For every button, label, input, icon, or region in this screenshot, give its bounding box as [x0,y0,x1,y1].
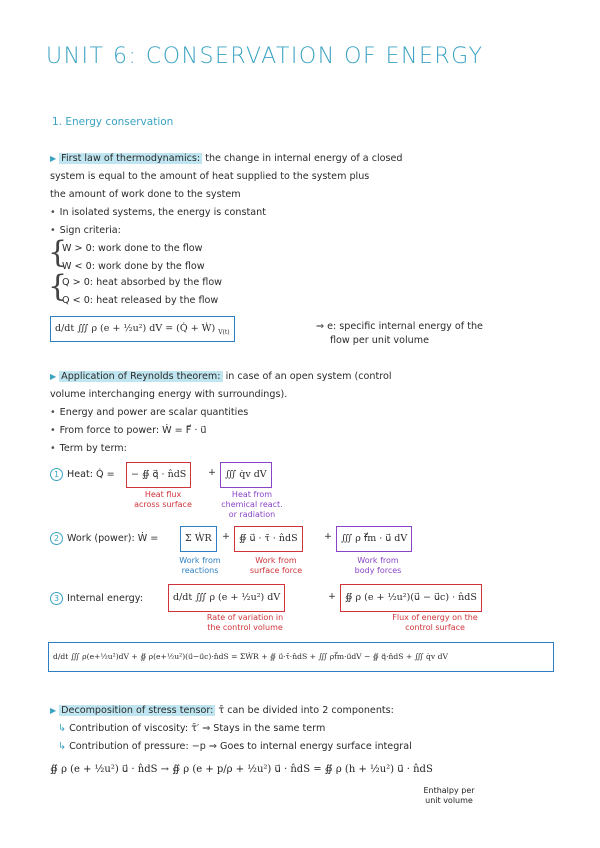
first-law-text-2: system is equal to the amount of heat supplied to the system plus [50,171,370,182]
stress-item-1 [58,720,325,738]
sign-item-4: Q < 0: heat released by the flow [62,295,219,306]
full-energy-equation-box: d/dt ∭ ρ(e+½u²)dV + ∯ ρ(e+½u²)(u⃗−u⃗c)·n̂dS = ΣẆR + ∯ u⃗·τ̄·n̂dS + ∭ ρf⃗m·u⃗dV − ∯ q⃗·n̂dS + ∭ q̇v dV [48,642,554,672]
triangle-bullet-icon: ▶ [50,372,57,381]
plus-sign: + [324,531,332,542]
work-body-note-2: body forces [354,566,402,575]
sign-item-3: Q > 0: heat absorbed by the flow [62,277,223,288]
work-reactions-note [170,556,230,576]
internal-flux-note-1: Flux of energy on the [392,613,478,622]
curved-arrow-icon: ↳ [58,741,67,752]
internal-label-row [50,590,143,608]
enthalpy-note-2: unit volume [425,796,473,805]
heat-source-note-3: or radiation [228,510,276,519]
reynolds-label: Application of Reynolds theorem: [61,371,221,382]
isolated-bullet [50,204,266,222]
dot-bullet-icon: • [50,443,56,454]
stress-text: τ̄ can be divided into 2 components: [218,705,394,716]
energy-note-1: ⇒ e: specific internal energy of the [316,321,483,332]
work-surface-note [236,556,316,576]
triangle-bullet-icon: ▶ [50,706,57,715]
reynolds-bullet-1 [50,404,248,422]
energy-equation: d/dt ∭ ρ (e + ½u²) dV = (Q̇ + Ẇ) [55,323,216,334]
dot-bullet-icon: • [50,207,56,218]
number-circle: 2 [50,532,63,545]
work-reactions-note-1: Work from [179,556,221,565]
heat-label-row [50,466,115,484]
energy-equation-region: V(t) [218,329,230,336]
work-body-note-1: Work from [357,556,399,565]
heat-source-note [212,490,292,520]
reynolds-bullet-2-text: From force to power: Ẇ = F⃗ · u⃗ [59,425,207,436]
stress-item-2 [58,738,412,756]
work-label: Work (power): Ẇ = [67,533,159,544]
heat-source-box: ∭ q̇v dV [220,462,272,488]
energy-note-2: flow per unit volume [330,335,429,346]
brace-icon: { [48,235,68,270]
work-body-note [338,556,418,576]
plus-sign: + [328,591,336,602]
dot-bullet-icon: • [50,407,56,418]
enthalpy-note [414,786,484,806]
enthalpy-note-1: Enthalpy per [423,786,475,795]
sign-item-1: W > 0: work done to the flow [62,243,203,254]
reynolds-line-1 [50,368,392,386]
work-surface-box: ∯ u⃗ · τ̄ · n̂dS [234,526,303,552]
brace-icon: { [48,269,68,304]
internal-flux-note [370,613,500,633]
energy-equation-box [50,316,235,342]
dot-bullet-icon: • [50,225,56,236]
work-label-row [50,530,158,548]
heat-flux-note-2: across surface [134,500,192,509]
work-reactions-note-2: reactions [181,566,219,575]
internal-flux-box: ∯ ρ (e + ½u²)(u⃗ − u⃗c) · n̂dS [340,584,482,612]
reynolds-text-1: in case of an open system (control [225,371,392,382]
first-law-line-1 [50,150,403,168]
first-law-text-3: the amount of work done to the system [50,189,241,200]
internal-label: Internal energy: [67,593,143,604]
sign-criteria-text: Sign criteria: [59,225,121,236]
first-law-text-1: the change in internal energy of a closed [205,153,403,164]
sign-item-2: W < 0: work done by the flow [62,261,205,272]
reynolds-bullet-1-text: Energy and power are scalar quantities [59,407,249,418]
work-body-box: ∭ ρ f⃗m · u⃗ dV [336,526,412,552]
number-circle: 3 [50,592,63,605]
reynolds-bullet-2 [50,422,207,440]
first-law-label: First law of thermodynamics: [61,153,201,164]
dot-bullet-icon: • [50,425,56,436]
page-title: UNIT 6: CONSERVATION OF ENERGY [46,44,484,69]
internal-rate-note-1: Rate of variation in [206,613,284,622]
stress-line [50,702,394,720]
stress-item-1-text: Contribution of viscosity: τ̄′ ⇒ Stays in the same term [69,723,326,734]
stress-item-2-text: Contribution of pressure: −p ⇒ Goes to internal energy surface integral [69,741,412,752]
heat-label: Heat: Q̇ = [67,469,115,480]
heat-source-note-1: Heat from [231,490,273,499]
heat-flux-box: − ∯ q⃗ · n̂dS [126,462,191,488]
heat-flux-note-1: Heat flux [144,490,182,499]
work-reactions-box: Σ ẆR [180,526,217,552]
isolated-text: In isolated systems, the energy is constant [59,207,266,218]
stress-label: Decomposition of stress tensor: [61,705,214,716]
triangle-bullet-icon: ▶ [50,154,57,163]
internal-flux-note-2: control surface [405,623,465,632]
heat-source-note-2: chemical react. [221,500,283,509]
work-surface-note-2: surface force [249,566,303,575]
reynolds-bullet-3-text: Term by term: [59,443,127,454]
plus-sign: + [222,531,230,542]
curved-arrow-icon: ↳ [58,723,67,734]
internal-rate-note [180,613,310,633]
work-surface-note-1: Work from [255,556,297,565]
internal-rate-box: d/dt ∭ ρ (e + ½u²) dV [168,584,285,612]
heat-flux-note [128,490,198,510]
section-heading-energy-conservation: 1. Energy conservation [52,116,174,128]
enthalpy-equation: ∯ ρ (e + ½u²) u⃗ · n̂dS → ∯ ρ (e + p/ρ + ½u²) u⃗ · n̂dS = ∯ ρ (h + ½u²) u⃗ · n̂dS [50,764,433,775]
reynolds-bullet-3 [50,440,127,458]
number-circle: 1 [50,468,63,481]
plus-sign: + [208,467,216,478]
internal-rate-note-2: the control volume [207,623,283,632]
reynolds-text-2: volume interchanging energy with surroundings). [50,389,288,400]
